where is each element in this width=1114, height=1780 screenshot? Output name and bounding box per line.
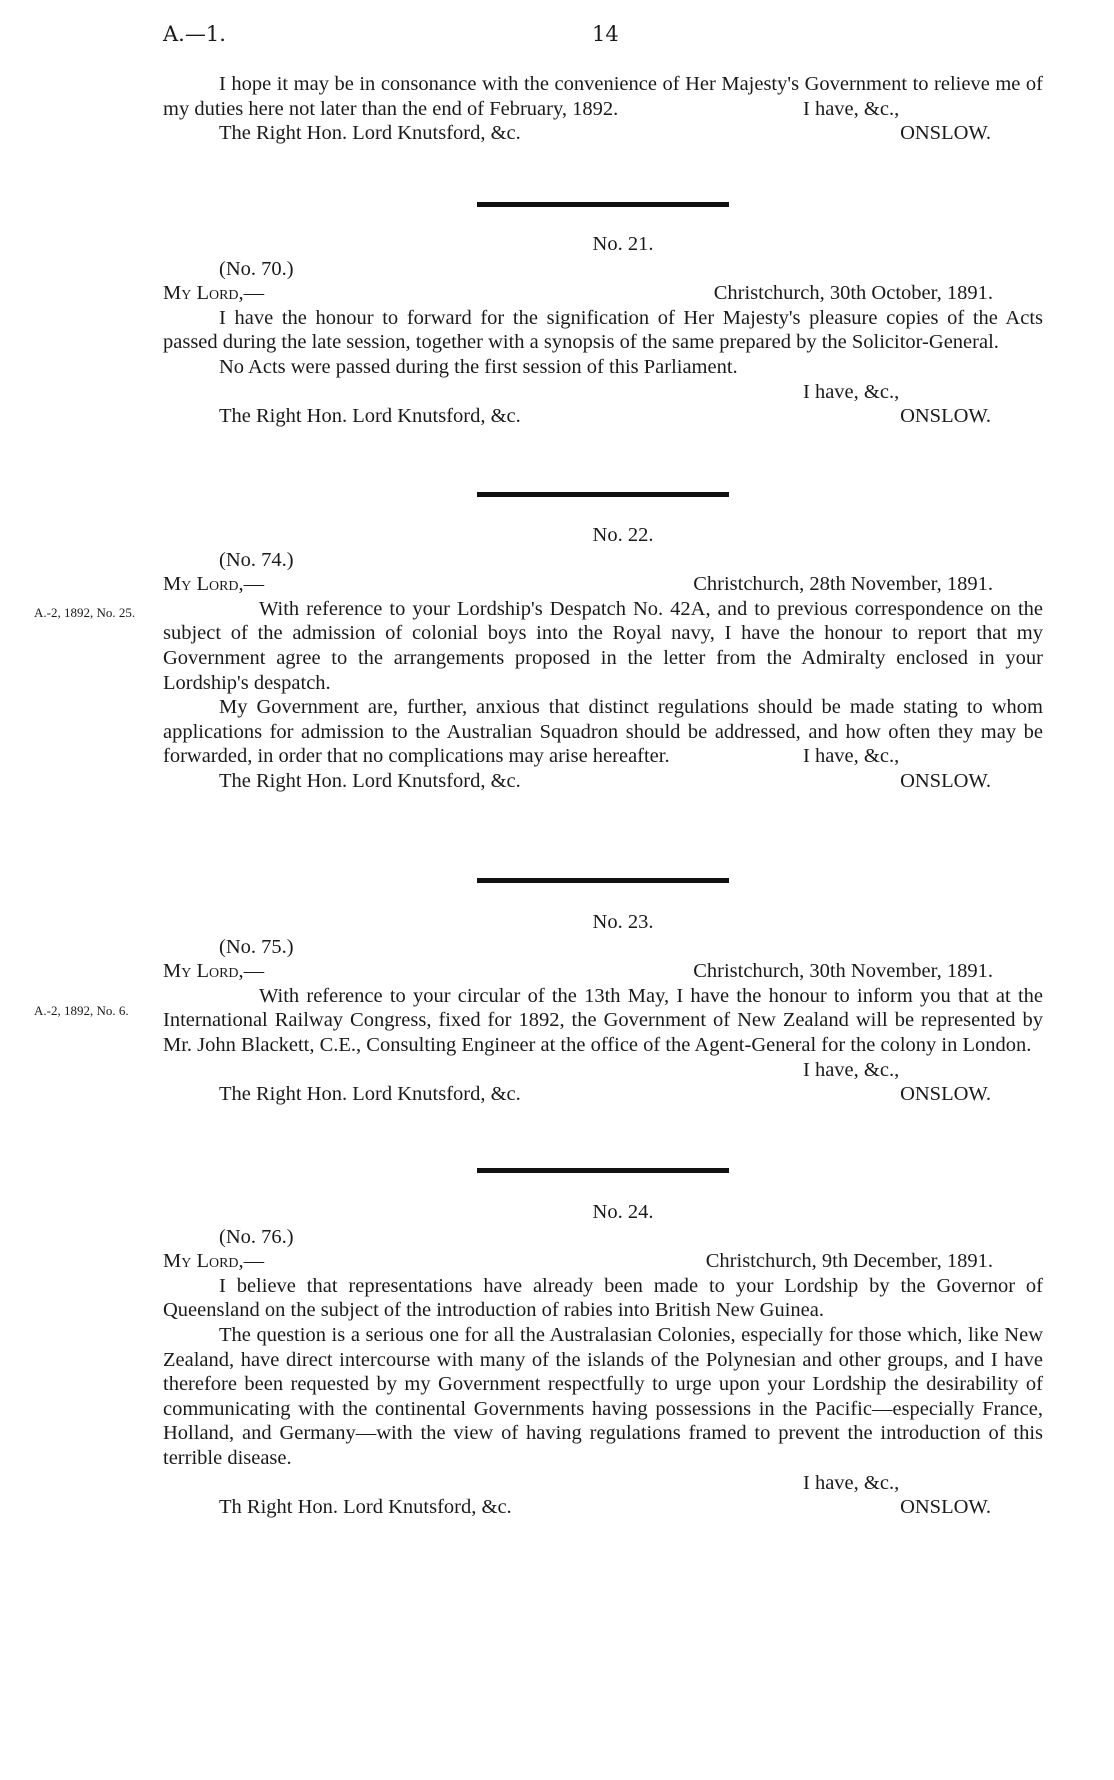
place-date: Christchurch, 28th November, 1891. <box>693 573 993 596</box>
letter-salutation-row <box>163 959 1043 984</box>
margin-note: A.-2, 1892, No. 6. <box>34 1003 129 1018</box>
letter-number: No. 22. <box>592 524 654 546</box>
section-divider-2 <box>477 492 729 497</box>
intro-paragraph: I hope it may be in consonance with the convenience of Her Majesty's Government to relieve me of my duties here not later than the end of February, 1892. <box>163 73 1043 120</box>
letter-addressee: The Right Hon. Lord Knutsford, &c. <box>219 1083 521 1106</box>
letter-signature-row <box>163 769 1043 794</box>
letter-sign-off: I have, &c., <box>803 745 900 768</box>
letter-paragraph: I have the honour to forward for the signification of Her Majesty's pleasure copies of the Acts passed during the late session, together with a synopsis of the same prepared by the Solicitor-General. <box>163 306 1043 354</box>
intro-signature: ONSLOW. <box>900 122 991 145</box>
letter-addressee: The Right Hon. Lord Knutsford, &c. <box>219 769 521 792</box>
letter-paragraph: The question is a serious one for all the Australasian Colonies, especially for those which, like New Zealand, have direct intercourse with many of the islands of the Polynesian and other groups, and I have therefore been requested by my Government respectfully to urge upon your Lordship the desirability of communicating with the continental Governments having possessions in the Pacific—especially France, Holland, and Germany—with the view of having regulations framed to prevent the introduction of this terrible disease. <box>163 1323 1043 1469</box>
letter-ref: (No. 76.) <box>219 1225 294 1248</box>
salutation: My Lord,— <box>163 573 265 596</box>
letter-21 <box>163 232 1043 429</box>
salutation: My Lord,— <box>163 1250 265 1273</box>
letter-sign-off: I have, &c., <box>803 1471 900 1494</box>
letter-paragraph: No Acts were passed during the first session of this Parliament. <box>219 355 738 378</box>
intro-signature-row <box>163 121 1043 146</box>
letter-paragraph: With reference to your circular of the 13th May, I have the honour to inform you that at the International Railway Congress, fixed for 1892, the Government of New Zealand will be represented by Mr. John Blackett, C.E., Consulting Engineer at the office of the Agent-General for the colony in London. <box>163 984 1043 1056</box>
letter-number: No. 21. <box>592 233 654 255</box>
intro-block <box>163 72 1043 146</box>
letter-sign-off: I have, &c., <box>803 380 900 403</box>
page-number: 14 <box>592 22 619 46</box>
letter-salutation-row <box>163 1249 1043 1274</box>
letter-ref: (No. 75.) <box>219 935 294 958</box>
section-divider-3 <box>477 878 729 883</box>
letter-ref: (No. 74.) <box>219 548 294 571</box>
page-header-reference: A.—1. <box>163 22 226 46</box>
letter-signature: ONSLOW. <box>900 1496 991 1519</box>
letter-sign-off: I have, &c., <box>803 1058 900 1081</box>
letter-paragraph: With reference to your Lordship's Despatch No. 42A, and to previous correspondence on the subject of the admission of colonial boys into the Royal navy, I have the honour to report that my Government agree to the arrangements proposed in the letter from the Admiralty enclosed in your Lordship's despatch. <box>163 597 1043 694</box>
intro-addressee: The Right Hon. Lord Knutsford, &c. <box>219 122 521 145</box>
letter-23 <box>163 910 1043 1107</box>
letter-signature: ONSLOW. <box>900 405 991 428</box>
letter-signature-row <box>163 1495 1043 1520</box>
salutation: My Lord,— <box>163 960 265 983</box>
place-date: Christchurch, 30th October, 1891. <box>713 282 993 305</box>
letter-addressee: Th Right Hon. Lord Knutsford, &c. <box>219 1496 512 1519</box>
letter-signature: ONSLOW. <box>900 769 991 792</box>
letter-salutation-row <box>163 572 1043 597</box>
letter-24 <box>163 1200 1043 1520</box>
letter-signature: ONSLOW. <box>900 1083 991 1106</box>
place-date: Christchurch, 9th December, 1891. <box>705 1250 993 1273</box>
salutation: My Lord,— <box>163 282 265 305</box>
letter-signature-row <box>163 404 1043 429</box>
section-divider-1 <box>477 202 729 207</box>
letter-salutation-row <box>163 281 1043 306</box>
letter-paragraph: My Government are, further, anxious that distinct regulations should be made stating to whom applications for admission to the Australian Squadron should be addressed, and how often they may be forwarded, in order that no complications may arise hereafter. <box>163 696 1043 768</box>
letter-signature-row <box>163 1082 1043 1107</box>
intro-sign-off: I have, &c., <box>803 97 900 120</box>
margin-note: A.-2, 1892, No. 25. <box>34 605 136 620</box>
place-date: Christchurch, 30th November, 1891. <box>693 960 993 983</box>
letter-22 <box>163 523 1043 794</box>
letter-number: No. 24. <box>592 1201 654 1223</box>
letter-number: No. 23. <box>592 911 654 933</box>
letter-ref: (No. 70.) <box>219 257 294 280</box>
letter-addressee: The Right Hon. Lord Knutsford, &c. <box>219 405 521 428</box>
letter-paragraph: I believe that representations have already been made to your Lordship by the Governor of Queensland on the subject of the introduction of rabies into British New Guinea. <box>163 1274 1043 1322</box>
section-divider-4 <box>477 1168 729 1173</box>
